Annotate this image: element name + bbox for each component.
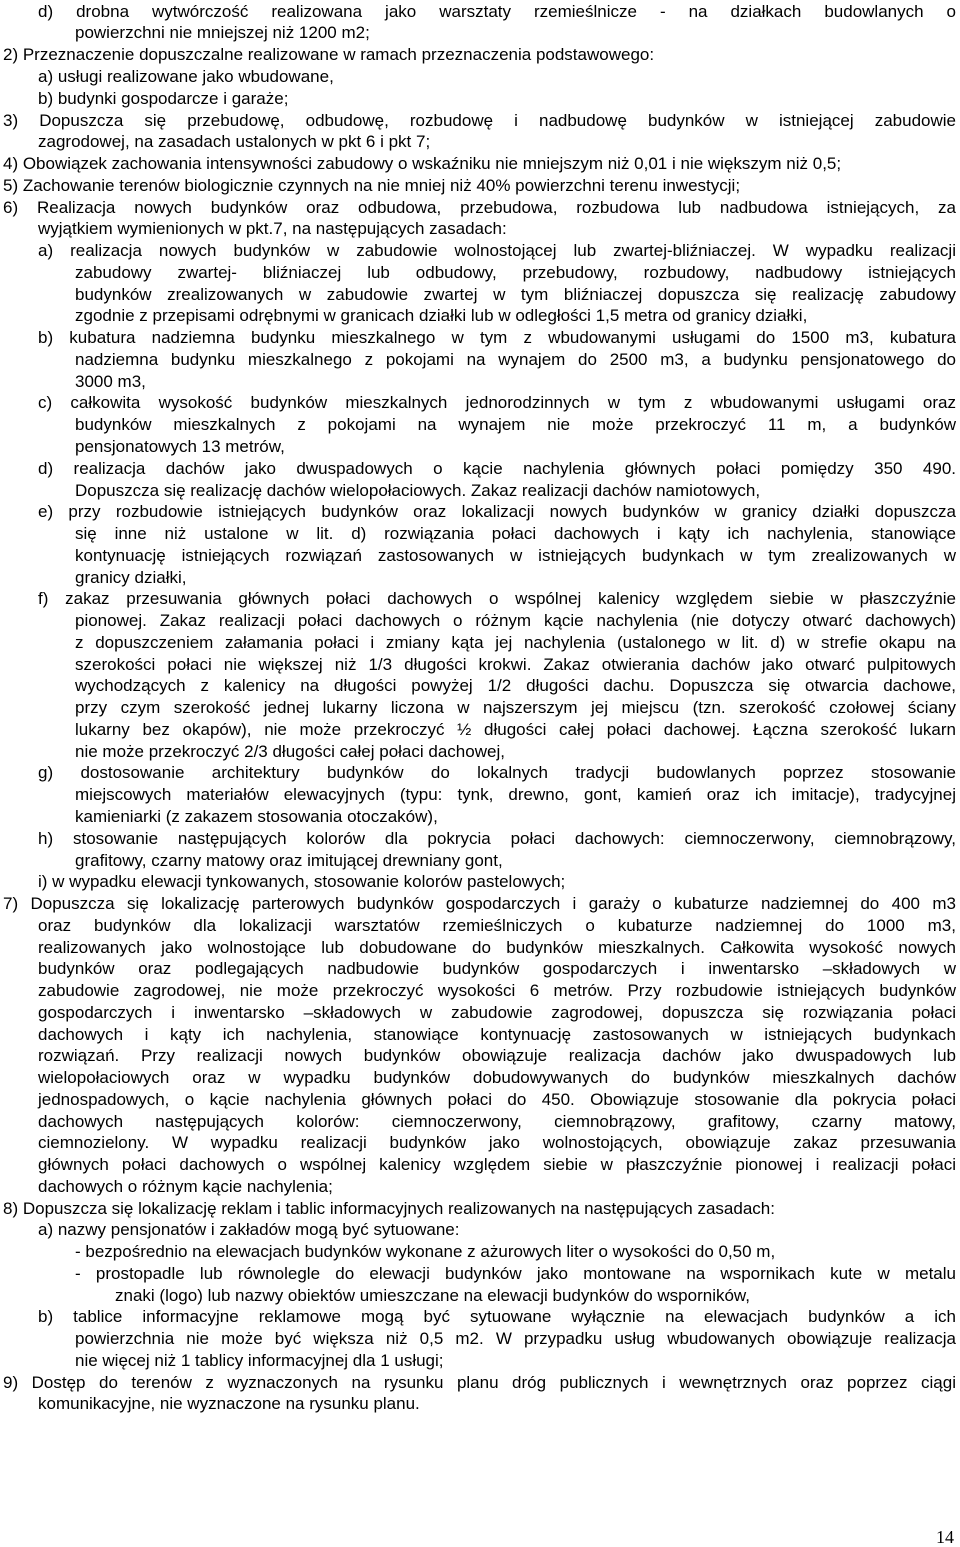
- text-line: b) tablice informacyjne reklamowe mogą być sytuowane wyłącznie na elewacjach budynków a ich: [38, 1307, 956, 1326]
- text-line: wielopołaciowych oraz w wypadku budynków dobudowywanych do budynków mieszkalnych dachów: [38, 1068, 956, 1087]
- text-line: Dopuszcza się realizację dachów wielopołaciowych. Zakaz realizacji dachów namiotowych,: [75, 481, 761, 500]
- text-line: szerokości połaci nie większej niż 1/3 długości krokwi. Zakaz otwierania dachów jako otwarć pulpitowych: [75, 655, 956, 674]
- text-line: zagrodowej, na zasadach ustalonych w pkt 6 i pkt 7;: [38, 132, 431, 151]
- text-line: realizowanych jako wolnostojące lub dobudowane do budynków mieszkalnych. Całkowita wysokość nowych: [38, 938, 956, 957]
- text-line: b) budynki gospodarcze i garaże;: [38, 89, 289, 108]
- text-line: - bezpośrednio na elewacjach budynków wykonane z ażurowych liter o wysokości do 0,50 m,: [75, 1242, 776, 1261]
- text-line: a) usługi realizowane jako wbudowane,: [38, 67, 334, 86]
- text-line: 8) Dopuszcza się lokalizację reklam i tablic informacyjnych realizowanych na następujących zasadach:: [3, 1199, 775, 1218]
- text-line: 6) Realizacja nowych budynków oraz odbudowa, przebudowa, rozbudowa lub nadbudowa istniejących, za: [3, 198, 956, 217]
- text-line: zabudowie zagrodowej, nie może przekroczyć wysokości 6 metrów. Przy rozbudowie istniejących budynków: [38, 981, 956, 1000]
- text-line: a) nazwy pensjonatów i zakładów mogą być sytuowane:: [38, 1220, 460, 1239]
- text-line: budynków zrealizowanych w zabudowie zwartej w tym bliźniaczej dopuszcza się realizację zabudowy: [75, 285, 956, 304]
- text-line: 9) Dostęp do terenów z wyznaczonych na rysunku planu dróg publicznych i wewnętrznych oraz poprzez ciągi: [3, 1373, 956, 1392]
- text-line: dachowych i kąty ich nachylenia, stanowiące kontynuację zastosowanych w istniejących budynkach: [38, 1025, 956, 1044]
- text-line: zgodnie z przepisami odrębnymi w granicach działki lub w odległości 1,5 metra od granicy działki,: [75, 306, 808, 325]
- text-line: f) zakaz przesuwania głównych połaci dachowych o wspólnej kalenicy względem siebie w płaszczyźnie: [38, 589, 956, 608]
- text-line: budynków mieszkalnych z pokojami na wynajem nie może przekroczyć 11 m, a budynków: [75, 415, 956, 434]
- text-line: wyjątkiem wymienionych w pkt.7, na następujących zasadach:: [38, 219, 507, 238]
- text-line: 2) Przeznaczenie dopuszczalne realizowane w ramach przeznaczenia podstawowego:: [3, 45, 655, 64]
- text-line: komunikacyjne, nie wyznaczone na rysunku planu.: [38, 1394, 420, 1413]
- text-line: przy czym szerokość jednej lukarny liczona w najszerszym jej miejscu (tzn. szerokość czołowej ściany: [75, 698, 956, 717]
- text-line: 5) Zachowanie terenów biologicznie czynnych na nie mniej niż 40% powierzchni terenu inwestycji;: [3, 176, 741, 195]
- text-line: nie może przekroczyć 2/3 długości całej połaci dachowej,: [75, 742, 505, 761]
- text-line: dachowych o różnym kącie nachylenia;: [38, 1177, 333, 1196]
- text-line: - prostopadle lub równolegle do elewacji budynków jako montowane na wspornikach kute w metalu: [75, 1264, 956, 1283]
- text-line: kontynuację istniejących rozwiązań zastosowanych w istniejących budynkach w tym zrealizowanych w: [75, 546, 956, 565]
- text-line: h) stosowanie następujących kolorów dla pokrycia połaci dachowych: ciemnoczerwony, ciemnobrązowy,: [38, 829, 956, 848]
- text-line: rozwiązań. Przy realizacji nowych budynków obowiązuje realizacja dachów jako dwuspadowych lub: [38, 1046, 956, 1065]
- text-line: d) realizacja dachów jako dwuspadowych o kącie nachylenia głównych połaci pomiędzy 350 490.: [38, 459, 956, 478]
- text-line: znaki (logo) lub nazwy obiektów umieszczane na elewacji budynków do wsporników,: [115, 1286, 750, 1305]
- text-line: grafitowy, czarny matowy oraz imitującej drewniany gont,: [75, 851, 503, 870]
- text-line: gospodarczych i inwentarsko –składowych w zabudowie zagrodowej, dopuszcza się rozwiązania połaci: [38, 1003, 956, 1022]
- text-line: powierzchnia nie może być większa niż 0,5 m2. W przypadku usług wbudowanych obowiązuje realizacja: [75, 1329, 956, 1348]
- text-line: d) drobna wytwórczość realizowana jako warsztaty rzemieślnicze - na działkach budowlanych o: [38, 2, 956, 21]
- text-line: 7) Dopuszcza się lokalizację parterowych budynków gospodarczych i garaży o kubaturze nadziemnej do 400 m3: [3, 894, 956, 913]
- text-line: wychodzących z kalenicy na długości powyżej 1/2 długości dachu. Dopuszcza się otwarcia dachowe,: [75, 676, 956, 695]
- text-line: b) kubatura nadziemna budynku mieszkalnego w tym z wbudowanymi usługami do 1500 m3, kubatura: [38, 328, 956, 347]
- text-line: g) dostosowanie architektury budynków do lokalnych tradycji budowlanych poprzez stosowanie: [38, 763, 956, 782]
- text-line: pensjonatowych 13 metrów,: [75, 437, 285, 456]
- text-line: i) w wypadku elewacji tynkowanych, stosowanie kolorów pastelowych;: [38, 872, 566, 891]
- text-line: budynków oraz podlegających nadbudowie budynków gospodarczych i inwentarsko –składowych w: [38, 959, 956, 978]
- page-number: 14: [936, 1527, 954, 1547]
- text-line: głównych połaci dachowych o wspólnej kalenicy względem siebie w płaszczyźnie pionowej i realizacji połaci: [38, 1155, 956, 1174]
- text-line: nadziemna budynku mieszkalnego z pokojami na wynajem do 2500 m3, a budynku pensjonatowego do: [75, 350, 956, 369]
- text-line: c) całkowita wysokość budynków mieszkalnych jednorodzinnych w tym z wbudowanymi usługami oraz: [38, 393, 956, 412]
- text-line: 3) Dopuszcza się przebudowę, odbudowę, rozbudowę i nadbudowę budynków w istniejącej zabudowie: [3, 111, 956, 130]
- text-line: ciemnozielony. W wypadku realizacji budynków jako wolnostojących, obowiązuje zakaz przesuwania: [38, 1133, 956, 1152]
- text-line: jednospadowych, o kącie nachylenia głównych połaci do 450. Obowiązuje stosowanie dla pokrycia połaci: [38, 1090, 956, 1109]
- text-line: oraz budynków dla lokalizacji warsztatów rzemieślniczych o kubaturze nadziemnej do 1000 m3,: [38, 916, 956, 935]
- text-line: z dopuszczeniem załamania połaci i zmiany kąta jej nachylenia (ustalonego w lit. d) w strefie okapu na: [75, 633, 956, 652]
- text-line: powierzchni nie mniejszej niż 1200 m2;: [75, 23, 370, 42]
- text-line: dachowych następujących kolorów: ciemnoczerwony, ciemnobrązowy, grafitowy, czarny matowy,: [38, 1112, 956, 1131]
- text-line: nie więcej niż 1 tablicy informacyjnej dla 1 usługi;: [75, 1351, 444, 1370]
- text-line: miejscowych materiałów elewacyjnych (typu: tynk, drewno, gont, kamień oraz ich imitacje), tradycyjnej: [75, 785, 956, 804]
- text-line: się inne niż ustalone w lit. d) rozwiązania połaci dachowych i kąty ich nachylenia, stanowiące: [75, 524, 956, 543]
- text-line: lukarny bez okapów), nie może przekroczyć ½ długości całej połaci dachowej. Łączna szerokość lukarn: [75, 720, 956, 739]
- text-line: granicy działki,: [75, 568, 187, 587]
- text-line: pionowej. Zakaz realizacji połaci dachowych o różnym kącie nachylenia (nie dotyczy otwarć dachowych): [75, 611, 956, 630]
- text-line: 3000 m3,: [75, 372, 146, 391]
- text-line: a) realizacja nowych budynków w zabudowie wolnostojącej lub zwartej-bliźniaczej. W wypadku realizacji: [38, 241, 956, 260]
- text-line: 4) Obowiązek zachowania intensywności zabudowy o wskaźniku nie mniejszym niż 0,01 i nie większym niż 0,5;: [3, 154, 842, 173]
- text-line: kamieniarki (z zakazem stosowania otoczaków),: [75, 807, 438, 826]
- text-line: e) przy rozbudowie istniejących budynków oraz lokalizacji nowych budynków w granicy działki dopuszcza: [38, 502, 956, 521]
- text-line: zabudowy zwartej- bliźniaczej lub odbudowy, przebudowy, rozbudowy, nadbudowy istniejących: [75, 263, 956, 282]
